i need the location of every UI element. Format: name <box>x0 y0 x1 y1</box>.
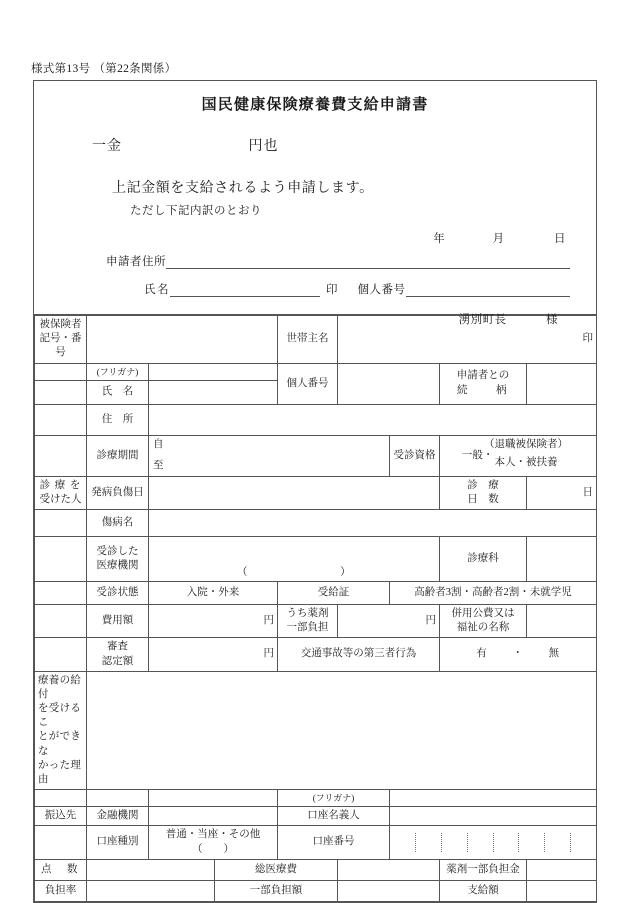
applicant-address-label: 申請者住所 <box>106 256 166 268</box>
relation-label: 申請者との 続 柄 <box>440 363 527 404</box>
institution-label: 受診した 医療機関 <box>87 537 149 582</box>
patient-address-input[interactable] <box>149 404 597 435</box>
burden-rate-input[interactable] <box>87 880 215 901</box>
drug-yen-label: 円 <box>425 615 437 627</box>
my-number-label: 個人番号 <box>357 284 406 296</box>
table-row-account <box>35 826 597 859</box>
drug-partial-payment-label: 薬剤一部負担金 <box>440 859 527 880</box>
insured-spacer-4 <box>35 435 87 476</box>
institution-paren-open: （ <box>236 566 248 578</box>
my-number-input[interactable] <box>406 284 571 297</box>
eligibility-self-dependent: 本人・被扶養 <box>494 456 558 468</box>
eligibility-label: 受診資格 <box>390 435 440 476</box>
table-row-disease <box>35 510 597 537</box>
patient-spacer-2 <box>35 537 87 582</box>
account-number-label: 口座番号 <box>278 826 390 859</box>
amount-unit: 円也 <box>248 139 279 154</box>
date-month-label: 月 <box>492 233 505 245</box>
applicant-name-row <box>34 281 596 297</box>
partial-payment-input[interactable] <box>338 880 440 901</box>
table-row-transfer-1 <box>35 790 597 807</box>
table-row-onset <box>35 476 597 509</box>
institution-paren-close: ） <box>340 566 352 578</box>
account-holder-furigana-input[interactable] <box>390 790 597 807</box>
payment-amount-label: 支給額 <box>440 880 527 901</box>
treatment-days-label: 診 療 日 数 <box>440 476 527 509</box>
date-line <box>34 230 596 246</box>
period-from-label: 自 <box>153 438 164 450</box>
third-party-separator: ・ <box>512 648 524 660</box>
patient-spacer-5 <box>35 638 87 671</box>
account-holder-input[interactable] <box>390 807 597 826</box>
assessed-amount-label: 審査 認定額 <box>87 638 149 671</box>
table-row-institution <box>35 537 597 582</box>
account-holder-label: 口座名義人 <box>278 807 390 826</box>
insured-spacer-3 <box>35 404 87 435</box>
days-unit-label: 日 <box>582 486 594 498</box>
amount-label: 一金 <box>92 139 122 154</box>
addressee-row <box>34 311 596 327</box>
form-table <box>34 315 597 902</box>
patient-name-label: 氏 名 <box>87 380 149 404</box>
financial-institution-input-2[interactable] <box>149 807 278 826</box>
applicant-address-row <box>34 253 596 269</box>
assessed-yen-label: 円 <box>263 648 275 660</box>
account-type-label: 口座種別 <box>87 826 149 859</box>
treatment-period-input[interactable] <box>149 435 390 476</box>
financial-institution-label-top <box>87 790 149 807</box>
table-row-address <box>35 404 597 435</box>
treatment-days-input[interactable] <box>527 476 597 509</box>
total-medical-cost-label: 総医療費 <box>215 859 338 880</box>
mayor-honorific: 様 <box>546 314 558 326</box>
patient-address-label: 住 所 <box>87 404 149 435</box>
request-subnote: ただし下記内訳のとおり <box>130 205 262 217</box>
patient-spacer-3 <box>35 582 87 605</box>
public-welfare-input[interactable] <box>527 605 597 638</box>
account-number-input[interactable] <box>390 826 597 859</box>
points-label: 点 数 <box>35 859 87 880</box>
table-row-furigana <box>35 363 597 380</box>
applicant-name-input[interactable] <box>170 284 320 297</box>
mayor-label: 湧別町長 <box>458 314 507 326</box>
table-row-cost <box>35 605 597 638</box>
disease-name-input[interactable] <box>149 510 597 537</box>
applicant-name-label: 氏名 <box>144 284 170 296</box>
payment-amount-input[interactable] <box>527 880 597 901</box>
patient-my-number-label: 個人番号 <box>278 363 338 404</box>
certificate-label: 受給証 <box>278 582 390 605</box>
amount-row <box>34 135 596 155</box>
visit-status-options[interactable]: 入院・外来 <box>149 582 278 605</box>
financial-institution-label: 金融機関 <box>87 807 149 826</box>
patient-spacer-4 <box>35 605 87 638</box>
reason-label: 療養の給付 を受けるこ とができな かった理由 <box>35 671 87 789</box>
transfer-spacer <box>35 826 87 859</box>
cost-yen-label: 円 <box>263 615 275 627</box>
applicant-seal-label: 印 <box>326 284 338 296</box>
points-input[interactable] <box>87 859 215 880</box>
cost-amount-input[interactable] <box>149 605 278 638</box>
form-number: 様式第13号 （第22条関係） <box>31 63 177 75</box>
transfer-to-label: 振込先 <box>35 807 87 826</box>
relation-input[interactable] <box>527 363 597 404</box>
account-holder-furigana-label: (フリガナ) <box>278 790 390 807</box>
onset-date-label: 発病負傷日 <box>87 476 149 509</box>
eligibility-general: 一般・ <box>461 449 494 461</box>
drug-share-label: うち薬剤 一部負担 <box>278 605 338 638</box>
period-to-label: 至 <box>153 460 164 472</box>
assessed-amount-input[interactable] <box>149 638 278 671</box>
institution-input[interactable] <box>149 537 440 582</box>
third-party-label: 交通事故等の第三者行為 <box>278 638 440 671</box>
burden-rate-label: 負担率 <box>35 880 87 901</box>
drug-share-input[interactable] <box>338 605 440 638</box>
eligibility-retired: （退職被保険者） <box>484 438 569 450</box>
third-party-yes: 有 <box>476 648 488 660</box>
table-row-points <box>35 859 597 880</box>
form-header-block <box>34 93 596 326</box>
account-type-options[interactable]: 普通・当座・その他（ ） <box>149 826 278 859</box>
treatment-period-label: 診療期間 <box>87 435 149 476</box>
department-input[interactable] <box>527 537 597 582</box>
householder-name-label: 世帯主名 <box>278 316 338 364</box>
disease-name-label: 傷病名 <box>87 510 149 537</box>
insured-symbol-label: 被保険者 記号・番号 <box>35 316 87 364</box>
form-frame <box>33 80 597 903</box>
partial-payment-label: 一部負担額 <box>215 880 338 901</box>
insured-spacer-2 <box>35 380 87 404</box>
eligibility-options[interactable] <box>440 435 597 476</box>
public-welfare-label: 併用公費又は 福祉の名称 <box>440 605 527 638</box>
reason-input[interactable] <box>87 671 597 789</box>
patient-section-label: 診 療 を 受けた人 <box>35 476 87 509</box>
date-year-label: 年 <box>433 233 446 245</box>
request-statement: 上記金額を支給されるよう申請します。 <box>112 181 374 196</box>
third-party-options[interactable] <box>440 638 597 671</box>
patient-name-input[interactable] <box>149 380 278 404</box>
certificate-options[interactable]: 高齢者3割・高齢者2割・未就学児 <box>390 582 597 605</box>
total-medical-cost-input[interactable] <box>338 859 440 880</box>
table-row-period <box>35 435 597 476</box>
table-row-reason <box>35 671 597 789</box>
drug-partial-payment-input[interactable] <box>527 859 597 880</box>
financial-institution-input-1[interactable] <box>149 790 278 807</box>
patient-furigana-input[interactable] <box>149 363 278 380</box>
table-row-visit-status <box>35 582 597 605</box>
table-row-burden <box>35 880 597 901</box>
patient-furigana-label: (フリガナ) <box>87 363 149 380</box>
department-label: 診療科 <box>440 537 527 582</box>
patient-my-number-input[interactable] <box>338 363 440 404</box>
transfer-to-label-top <box>35 790 87 807</box>
table-row-transfer-2 <box>35 807 597 826</box>
table-row-assessed <box>35 638 597 671</box>
onset-date-input[interactable] <box>149 476 440 509</box>
householder-seal-label: 印 <box>582 333 594 345</box>
patient-spacer-1 <box>35 510 87 537</box>
page-title: 国民健康保険療養費支給申請書 <box>201 97 429 113</box>
applicant-address-input[interactable] <box>166 256 570 269</box>
cost-amount-label: 費用額 <box>87 605 149 638</box>
third-party-no: 無 <box>548 648 560 660</box>
visit-status-label: 受診状態 <box>87 582 149 605</box>
insured-spacer-1 <box>35 363 87 380</box>
date-day-label: 日 <box>554 233 566 245</box>
